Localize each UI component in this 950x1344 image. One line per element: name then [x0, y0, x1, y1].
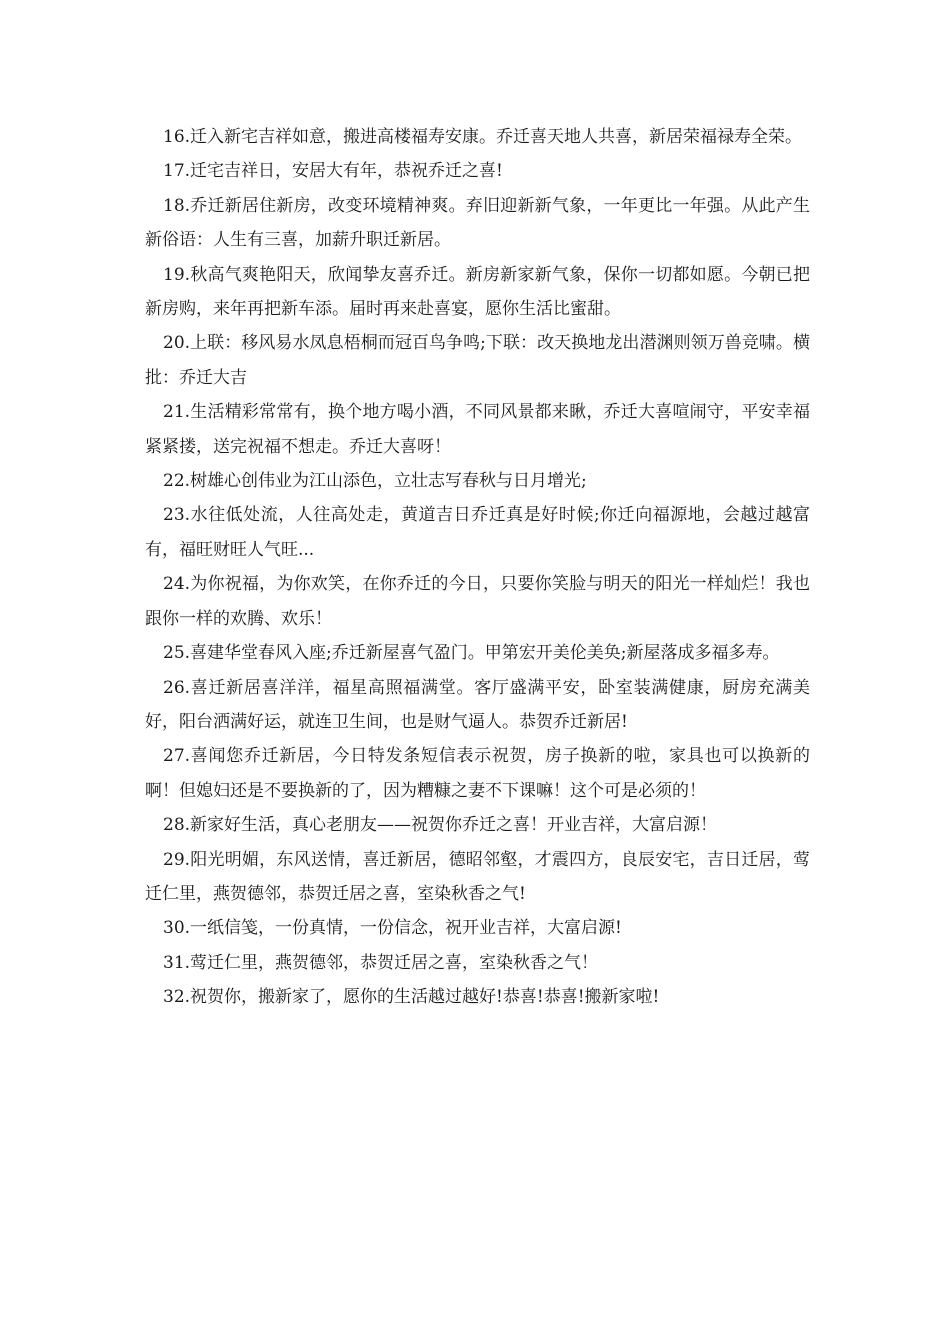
paragraph-17: 17.迁宅吉祥日，安居大有年，恭祝乔迁之喜! — [163, 161, 503, 182]
paragraph-18: 18.乔迁新居住新房，改变环境精神爽。弃旧迎新新气象，一年更比一年强。从此产生新俗语：人生有三喜，加薪升职迁新居。 — [145, 195, 810, 251]
paragraph-26: 26.喜迁新居喜洋洋，福星高照福满堂。客厅盛满平安，卧室装满健康，厨房充满美好，阳台洒满好运，就连卫生间，也是财气逼人。恭贺乔迁新居! — [145, 677, 810, 732]
paragraph-32: 32.祝贺你，搬新家了，愿你的生活越过越好!恭喜!恭喜!搬新家啦! — [163, 987, 660, 1008]
paragraph-23: 23.水往低处流，人往高处走，黄道吉日乔迁真是好时候;你迁向福源地，会越过越富有，福旺财旺人气旺... — [145, 505, 810, 560]
document-body — [145, 120, 810, 1015]
paragraph-24: 24.为你祝福，为你欢笑，在你乔迁的今日，只要你笑脸与明天的阳光一样灿烂！我也跟你一样的欢腾、欢乐！ — [145, 574, 810, 629]
paragraph-28: 28.新家好生活，真心老朋友——祝贺你乔迁之喜！开业吉祥，大富启源！ — [163, 815, 718, 836]
paragraph-27: 27.喜闻您乔迁新居，今日特发条短信表示祝贺，房子换新的啦，家具也可以换新的啊！但媳妇还是不要换新的了，因为糟糠之妻不下课嘛！这个可是必须的！ — [145, 746, 810, 801]
paragraph-22: 22.树雄心创伟业为江山添色，立壮志写春秋与日月增光; — [163, 471, 587, 492]
paragraph-25: 25.喜建华堂春风入座;乔迁新屋喜气盈门。甲第宏开美伦美奂;新屋落成多福多寿。 — [163, 643, 780, 664]
paragraph-29: 29.阳光明媚，东风送情，喜迁新居，德昭邻壑，才震四方，良辰安宅，吉日迁居，莺迁仁里，燕贺德邻，恭贺迁居之喜，室染秋香之气! — [145, 849, 810, 904]
paragraph-19: 19.秋高气爽艳阳天，欣闻挚友喜乔迁。新房新家新气象，保你一切都如愿。今朝已把新房购，来年再把新车添。届时再来赴喜宴，愿你生活比蜜甜。 — [145, 264, 810, 320]
paragraph-31: 31.莺迁仁里，燕贺德邻，恭贺迁居之喜，室染秋香之气！ — [163, 952, 599, 973]
paragraph-30: 30.一纸信笺，一份真情，一份信念，祝开业吉祥，大富启源! — [163, 918, 622, 939]
paragraph-16: 16.迁入新宅吉祥如意，搬进高楼福寿安康。乔迁喜天地人共喜，新居荣福禄寿全荣。 — [163, 127, 803, 147]
paragraph-21: 21.生活精彩常常有，换个地方喝小酒，不同风景都来瞅，乔迁大喜喧闹守，平安幸福紧紧搂，送完祝福不想走。乔迁大喜呀！ — [145, 402, 810, 457]
paragraph-20: 20.上联：移风易水凤息梧桐而冠百鸟争鸣;下联：改天换地龙出潜渊则领万兽竞啸。横批：乔迁大吉 — [145, 333, 810, 388]
